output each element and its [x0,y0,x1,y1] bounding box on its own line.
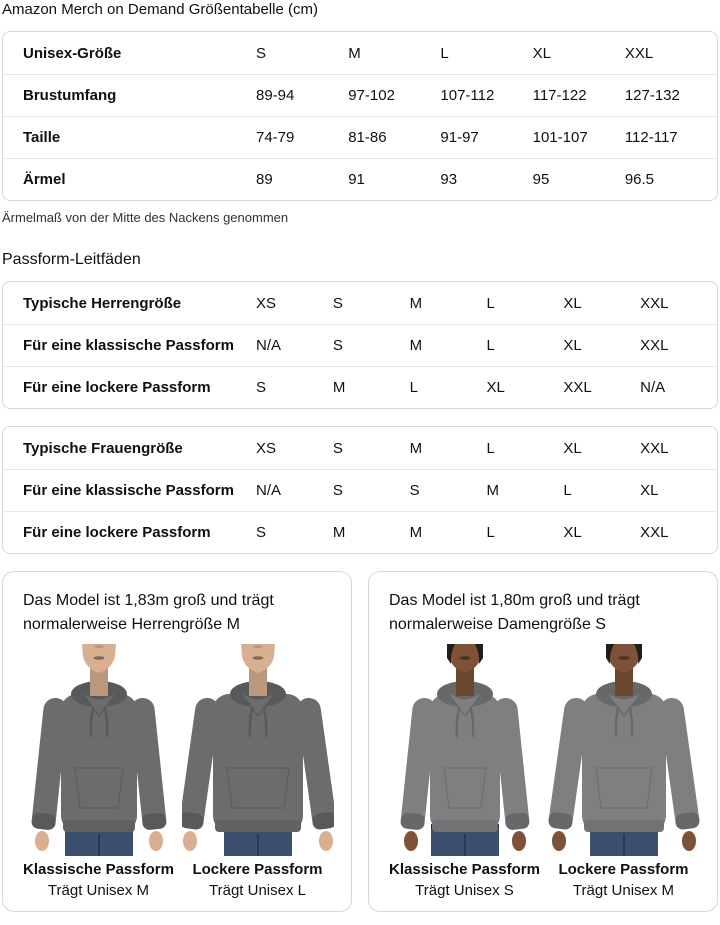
size-cell: M [409,524,423,541]
size-cell: 93 [440,171,458,188]
fit-caption: Lockere Passform [558,861,689,878]
size-cell: L [486,337,495,354]
row-label: Für eine lockere Passform [23,524,211,541]
size-cell: XS [256,439,277,457]
size-cell: XL [532,44,551,62]
table-row [3,282,717,324]
row-label: Für eine klassische Passform [23,337,234,354]
row-label: Taille [23,129,61,146]
model-cards [2,571,718,912]
table-row [3,511,717,553]
size-cell: N/A [256,482,282,499]
size-cell: 107-112 [440,87,495,104]
table-row [3,469,717,511]
size-cell: XXL [640,294,669,312]
fit-caption: Klassische Passform [23,861,174,878]
table-row [3,116,717,158]
row-label: Unisex-Größe [23,44,122,62]
row-label: Für eine klassische Passform [23,482,234,499]
size-cell: L [440,44,449,62]
model-description: Das Model ist 1,83m groß und trägt normalerweise Herrengröße M [23,592,274,633]
size-cell: 91-97 [440,129,479,146]
size-cell: XXL [563,379,592,396]
model-description: Das Model ist 1,80m groß und trägt normalerweise Damengröße S [389,592,640,633]
hoodie-model-image [23,644,175,856]
row-label: Typische Herrengröße [23,294,182,312]
size-cell: L [563,482,572,499]
table-row [3,74,717,116]
size-table [2,31,718,201]
size-cell: N/A [256,337,282,354]
size-cell: 89 [256,171,273,188]
men-fit-table [2,281,718,409]
size-cell: 81-86 [348,129,387,146]
size-cell: S [256,524,267,541]
size-cell: L [486,294,495,312]
sleeve-measure-note: Ärmelmaß von der Mitte des Nackens genommen [2,210,289,225]
women-fit-table [2,426,718,554]
size-cell: S [409,482,420,499]
figure-loose-fit [178,644,337,899]
table-row [3,158,717,200]
hoodie-model-image [548,644,700,856]
size-cell: XL [563,337,582,354]
size-cell: M [486,482,499,499]
figure-classic-fit [385,644,544,899]
size-cell: XXL [640,337,669,354]
fit-size: Trägt Unisex S [415,882,514,899]
size-cell: XXL [640,524,669,541]
size-cell: L [409,379,418,396]
size-cell: 97-102 [348,87,395,104]
fit-size: Trägt Unisex M [47,882,150,899]
size-cell: 96.5 [624,171,655,188]
size-cell: M [409,337,423,354]
fit-size: Trägt Unisex M [572,882,675,899]
size-cell: L [486,439,495,457]
row-label: Typische Frauengröße [23,439,183,457]
size-cell: M [332,379,346,396]
size-cell: S [332,294,343,312]
size-cell: 117-122 [532,87,587,104]
row-label: Brustumfang [23,87,117,104]
page-title: Amazon Merch on Demand Größentabelle (cm) [2,1,318,18]
size-cell: 101-107 [532,129,588,146]
size-cell: 89-94 [256,87,295,104]
size-cell: XL [563,524,582,541]
row-label: Für eine lockere Passform [23,379,211,396]
size-cell: S [332,482,343,499]
size-cell: XXL [640,439,669,457]
size-cell: S [256,379,267,396]
size-cell: M [409,439,423,457]
size-cell: 95 [532,171,550,188]
size-cell: XL [563,294,582,312]
figure-row [385,644,703,899]
fit-size: Trägt Unisex L [209,882,306,899]
model-card-women [368,571,718,912]
size-cell: L [486,524,495,541]
hoodie-model-image [389,644,541,856]
size-cell: 74-79 [256,129,295,146]
size-cell: 112-117 [624,129,678,146]
size-cell: XL [563,439,582,457]
table-row [3,427,717,469]
size-cell: S [256,44,267,62]
fit-guides-heading: Passform-Leitfäden [2,251,141,268]
figure-classic-fit [19,644,178,899]
model-card-men [2,571,352,912]
size-cell: N/A [640,379,666,396]
hoodie-model-image [182,644,334,856]
size-cell: XL [486,379,505,396]
size-cell: S [332,337,343,354]
size-cell: S [332,439,343,457]
table-row [3,32,717,74]
size-cell: XS [256,294,277,312]
size-cell: 91 [348,171,365,188]
fit-caption: Lockere Passform [192,861,323,878]
fit-caption: Klassische Passform [389,861,540,878]
figure-row [19,644,337,899]
size-cell: M [348,44,361,62]
size-cell: M [332,524,346,541]
figure-loose-fit [544,644,703,899]
size-cell: XL [640,482,659,499]
row-label: Ärmel [23,171,66,188]
table-row [3,366,717,408]
size-cell: 127-132 [624,87,680,104]
size-cell: XXL [624,44,654,62]
table-row [3,324,717,366]
size-cell: M [409,294,423,312]
